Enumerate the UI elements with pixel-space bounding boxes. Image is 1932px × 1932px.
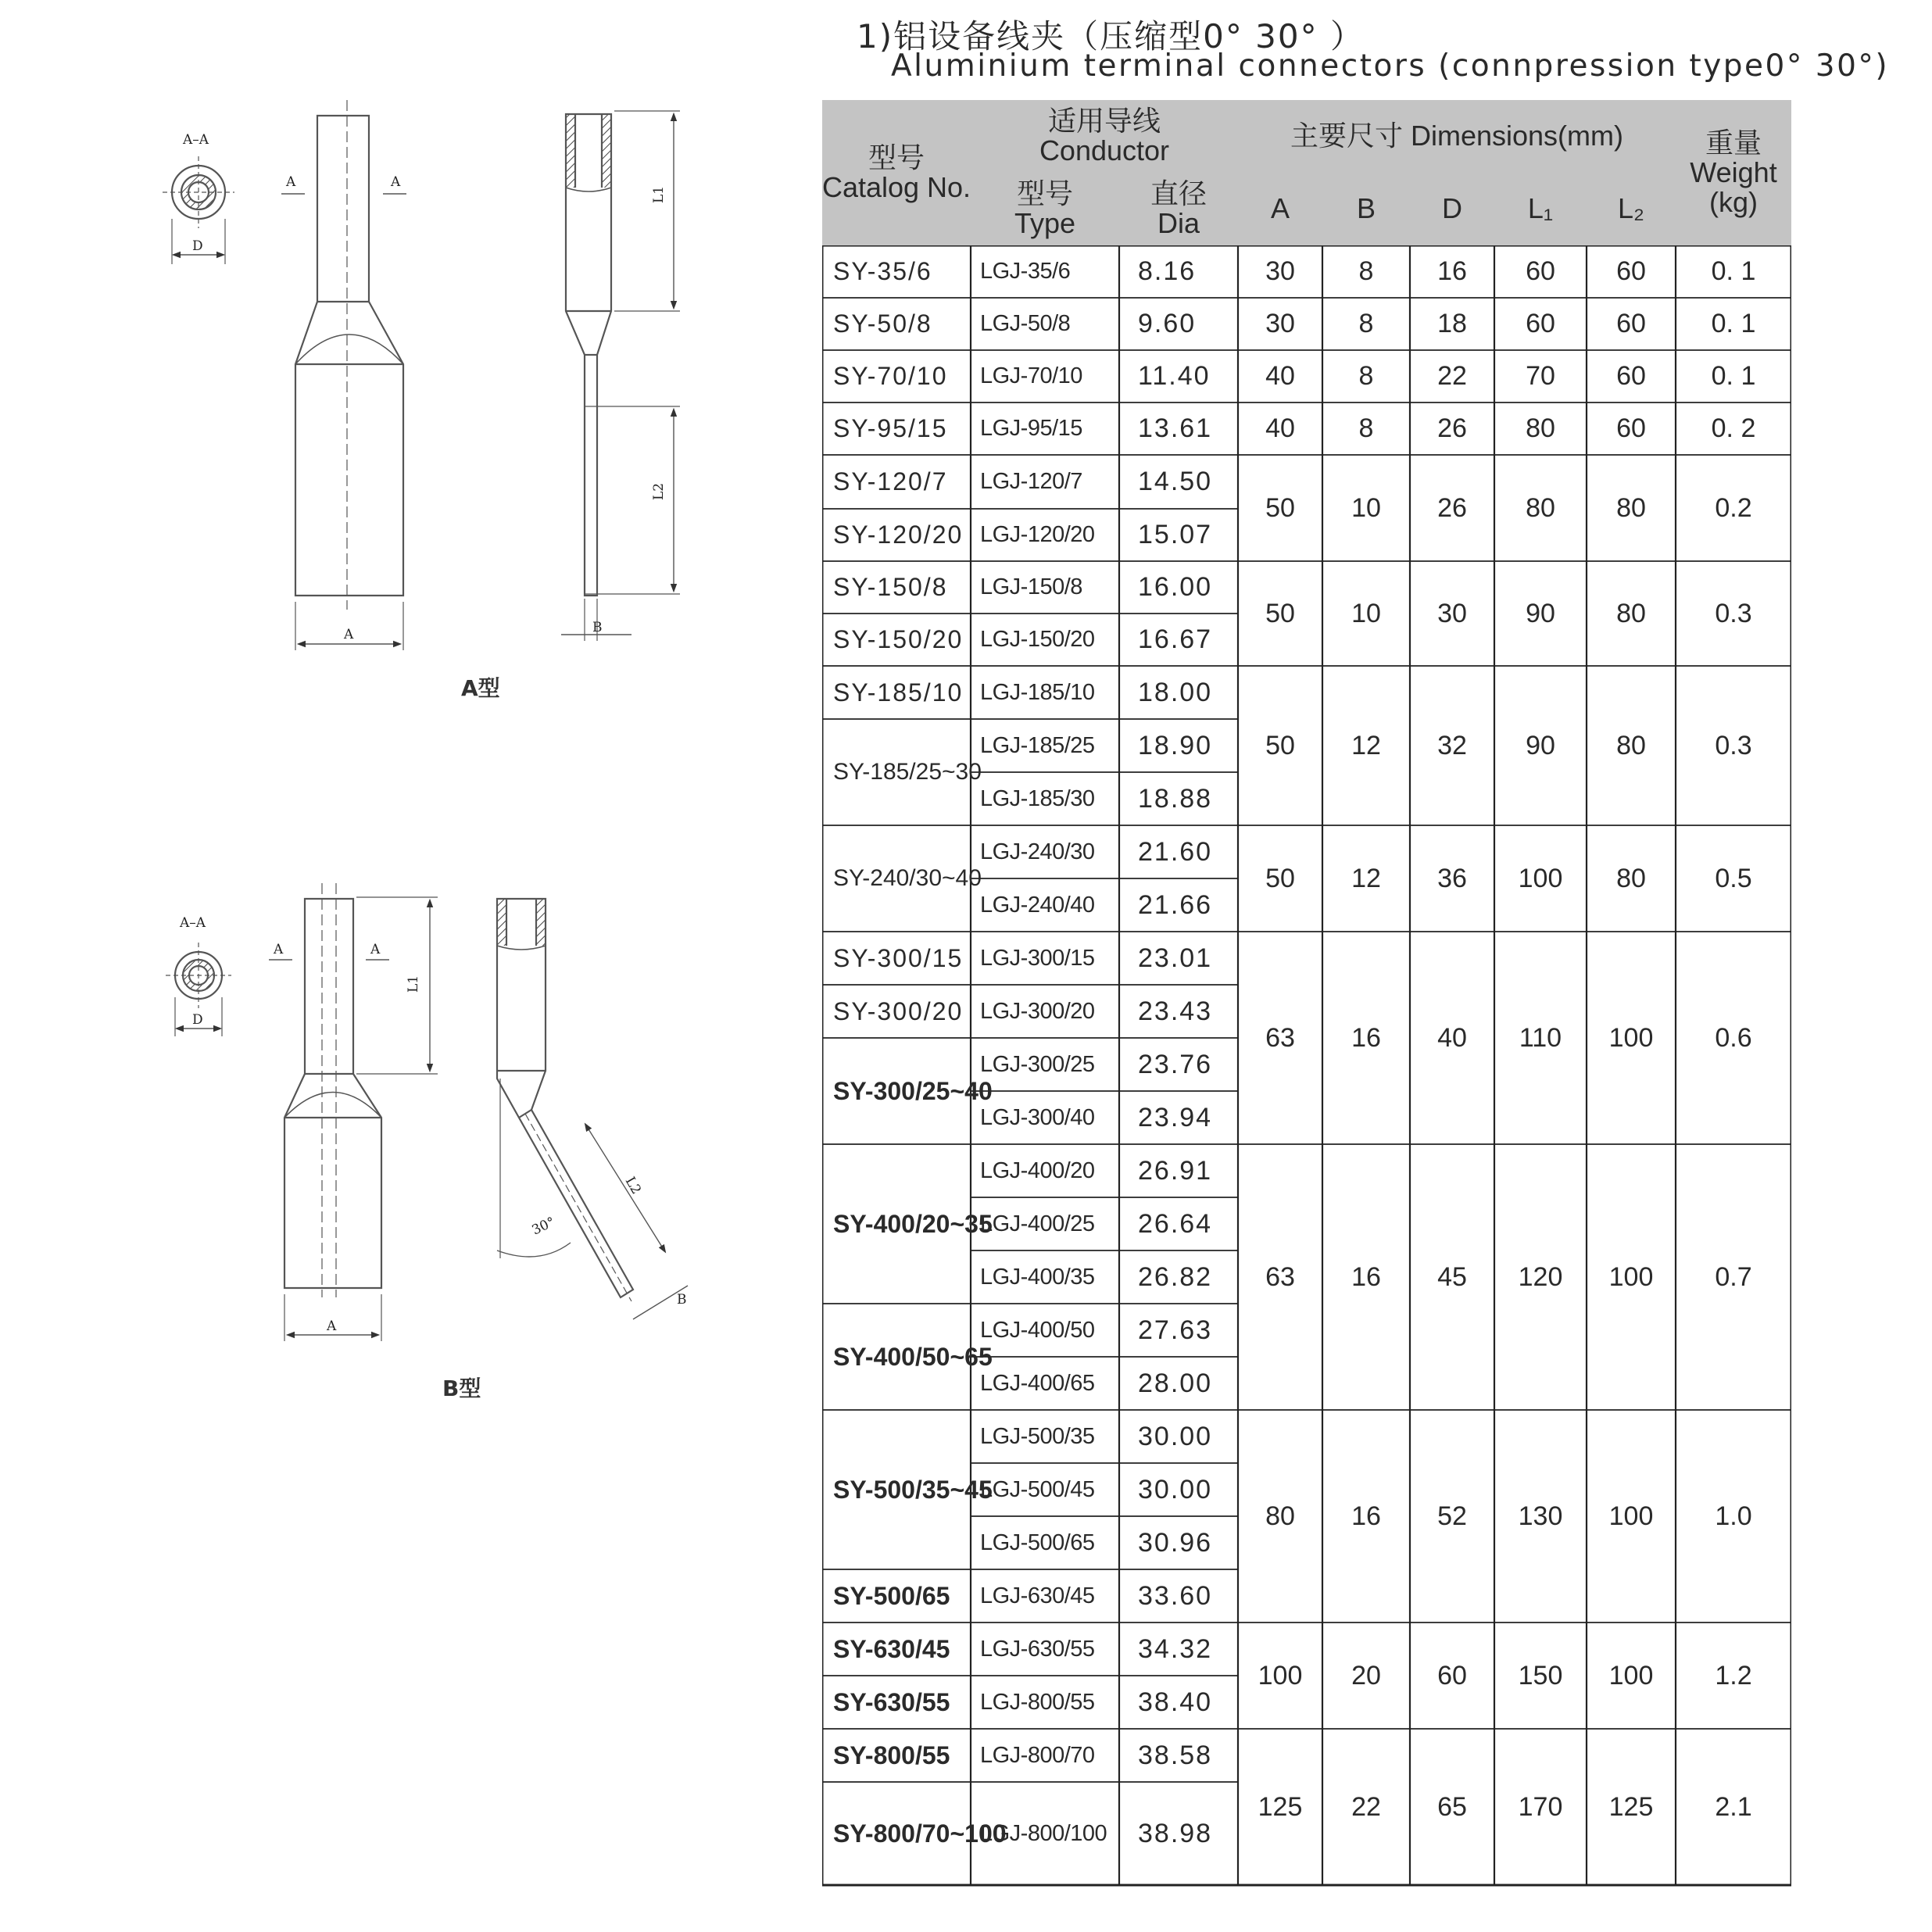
dimension-b: 22 — [1351, 1791, 1381, 1822]
label-b-cut-right: A — [370, 942, 381, 957]
conductor-type: LGJ-500/45 — [980, 1476, 1095, 1502]
conductor-type: LGJ-95/15 — [980, 416, 1082, 441]
conductor-dia: 26.91 — [1138, 1155, 1213, 1186]
conductor-dia: 18.90 — [1138, 730, 1213, 760]
header-conductor-line: Conductor — [1039, 134, 1170, 166]
conductor-type: LGJ-800/55 — [980, 1689, 1095, 1715]
label-a-d: D — [192, 238, 203, 254]
conductor-dia: 14.50 — [1138, 467, 1213, 496]
dimension-l2: 100 — [1608, 1501, 1654, 1531]
dimension-l2: 60 — [1616, 256, 1646, 286]
dimension-l1: 150 — [1518, 1660, 1563, 1690]
weight-value: 0. 1 — [1711, 361, 1756, 391]
weight-value: 0. 1 — [1711, 256, 1756, 286]
conductor-type: LGJ-800/100 — [980, 1820, 1107, 1846]
conductor-type: LGJ-630/45 — [980, 1583, 1095, 1608]
dimension-b: 8 — [1358, 361, 1374, 391]
dimension-l2: 60 — [1616, 309, 1646, 338]
conductor-type: LGJ-400/35 — [980, 1264, 1095, 1290]
dimension-l2: 100 — [1608, 1022, 1654, 1053]
header-weight-line: (kg) — [1709, 185, 1758, 218]
conductor-dia: 38.58 — [1138, 1740, 1213, 1770]
dimension-a: 40 — [1265, 413, 1295, 443]
dimension-l2: 100 — [1608, 1261, 1654, 1292]
dimension-a: 100 — [1258, 1660, 1303, 1690]
header-weight-line: Weight — [1690, 156, 1777, 189]
catalog-number: SY-500/35~45 — [833, 1475, 993, 1504]
conductor-dia: 23.01 — [1138, 943, 1213, 973]
dimension-l2: 80 — [1616, 863, 1646, 893]
conductor-dia: 38.98 — [1138, 1818, 1213, 1848]
catalog-number: SY-35/6 — [833, 257, 932, 285]
conductor-type: LGJ-500/65 — [980, 1530, 1095, 1555]
dimension-l1: 70 — [1526, 361, 1555, 391]
label-b-l2: L2 — [621, 1174, 645, 1197]
drawing-canvas — [148, 94, 742, 1438]
conductor-type: LGJ-150/20 — [980, 627, 1095, 652]
conductor-dia: 38.40 — [1138, 1687, 1213, 1717]
dimension-l2: 80 — [1616, 492, 1646, 523]
catalog-number: SY-150/8 — [833, 573, 948, 601]
type-a-front-view — [281, 100, 406, 650]
catalog-number: SY-300/20 — [833, 996, 964, 1025]
label-a-cut-right: A — [391, 174, 401, 190]
conductor-dia: 30.00 — [1138, 1474, 1213, 1504]
conductor-dia: 30.96 — [1138, 1527, 1213, 1558]
conductor-dia: 34.32 — [1138, 1633, 1213, 1664]
dimension-l1: 170 — [1518, 1791, 1563, 1822]
dimension-b: 8 — [1358, 256, 1374, 286]
weight-value: 0.3 — [1715, 730, 1752, 760]
catalog-number: SY-300/25~40 — [833, 1076, 993, 1105]
conductor-dia: 16.00 — [1138, 572, 1213, 602]
weight-value: 0.5 — [1715, 863, 1752, 893]
weight-value: 0.7 — [1715, 1261, 1752, 1292]
dimension-d: 65 — [1437, 1791, 1467, 1822]
dimension-l1: 90 — [1526, 598, 1555, 628]
dimension-b: 20 — [1351, 1660, 1381, 1690]
conductor-dia: 26.64 — [1138, 1208, 1213, 1239]
conductor-type: LGJ-800/70 — [980, 1742, 1095, 1768]
conductor-dia: 16.67 — [1138, 624, 1213, 654]
header-dim-0: A — [1238, 172, 1322, 245]
conductor-type: LGJ-185/25 — [980, 732, 1095, 758]
catalog-number: SY-150/20 — [833, 625, 964, 653]
spec-table — [822, 100, 1791, 1902]
catalog-number: SY-240/30~40 — [833, 865, 982, 891]
conductor-dia: 33.60 — [1138, 1580, 1213, 1611]
dimension-d: 18 — [1437, 309, 1467, 338]
dimension-d: 36 — [1437, 863, 1467, 893]
dimension-d: 52 — [1437, 1501, 1467, 1531]
header-dia-line: Dia — [1157, 207, 1200, 239]
type-b-side-view — [497, 899, 688, 1319]
conductor-type: LGJ-240/30 — [980, 839, 1095, 864]
conductor-dia: 18.00 — [1138, 677, 1213, 707]
label-a-thickness: B — [592, 620, 603, 635]
dimension-a: 50 — [1265, 598, 1295, 628]
dimension-a: 50 — [1265, 492, 1295, 523]
conductor-type: LGJ-500/35 — [980, 1423, 1095, 1449]
conductor-type: LGJ-300/20 — [980, 998, 1095, 1024]
dimension-l1: 100 — [1518, 863, 1563, 893]
conductor-dia: 23.43 — [1138, 996, 1213, 1026]
label-a-l1: L1 — [651, 185, 667, 203]
weight-value: 0.3 — [1715, 598, 1752, 628]
dimension-b: 12 — [1351, 863, 1381, 893]
dimension-l1: 80 — [1526, 492, 1555, 523]
dimension-a: 50 — [1265, 863, 1295, 893]
conductor-dia: 13.61 — [1138, 413, 1213, 443]
weight-value: 0.6 — [1715, 1022, 1752, 1053]
catalog-number: SY-630/45 — [833, 1634, 950, 1663]
catalog-number: SY-185/10 — [833, 678, 964, 707]
label-a-width: A — [344, 627, 354, 642]
catalog-number: SY-70/10 — [833, 362, 948, 390]
catalog-number: SY-50/8 — [833, 309, 932, 338]
weight-value: 2.1 — [1715, 1791, 1752, 1822]
dimension-l1: 60 — [1526, 309, 1555, 338]
dimension-l2: 125 — [1608, 1791, 1654, 1822]
label-b-width: A — [327, 1318, 337, 1334]
weight-value: 0.2 — [1715, 492, 1752, 523]
label-a-section: A–A — [183, 132, 209, 148]
catalog-number: SY-300/15 — [833, 943, 964, 972]
label-b-d: D — [192, 1012, 203, 1028]
conductor-type: LGJ-70/10 — [980, 363, 1082, 388]
conductor-type: LGJ-400/65 — [980, 1370, 1095, 1396]
dimension-b: 8 — [1358, 413, 1374, 443]
conductor-type: LGJ-300/40 — [980, 1104, 1095, 1130]
header-weight-line: 重量 — [1705, 127, 1762, 159]
dimension-a: 40 — [1265, 361, 1295, 391]
dimension-d: 26 — [1437, 413, 1467, 443]
dimension-a: 63 — [1265, 1022, 1295, 1053]
dimension-d: 60 — [1437, 1660, 1467, 1690]
header-dia-line: 直径 — [1150, 177, 1207, 210]
catalog-number: SY-400/20~35 — [833, 1209, 993, 1238]
dimension-a: 30 — [1265, 309, 1295, 338]
dimension-l1: 110 — [1519, 1022, 1562, 1053]
conductor-type: LGJ-35/6 — [980, 259, 1071, 284]
header-type — [971, 172, 1119, 245]
conductor-type: LGJ-150/8 — [980, 574, 1082, 599]
label-b-l1: L1 — [406, 975, 421, 993]
header-dim-3: L₁ — [1494, 172, 1587, 245]
catalog-number: SY-800/70~100 — [833, 1819, 1007, 1848]
catalog-number: SY-500/65 — [833, 1581, 950, 1610]
header-dimensions: 主要尺寸 Dimensions(mm) — [1238, 100, 1676, 172]
header-dim-2: D — [1410, 172, 1494, 245]
dimension-l1: 130 — [1518, 1501, 1563, 1531]
label-b-cut-left: A — [274, 942, 284, 957]
conductor-dia: 28.00 — [1138, 1368, 1213, 1398]
label-b-thickness: B — [677, 1292, 687, 1308]
catalog-number: SY-400/50~65 — [833, 1342, 993, 1371]
title-chinese: 1)铝设备线夹（压缩型0° 30° ） — [857, 17, 1365, 55]
dimension-a: 80 — [1265, 1501, 1295, 1531]
label-b-angle: 30° — [529, 1214, 558, 1239]
header-weight — [1676, 100, 1791, 245]
weight-value: 0. 1 — [1711, 309, 1756, 338]
dimension-b: 16 — [1351, 1261, 1381, 1292]
catalog-number: SY-185/25~30 — [833, 759, 982, 785]
conductor-dia: 23.94 — [1138, 1102, 1213, 1132]
header-dim-4: L₂ — [1587, 172, 1676, 245]
dimension-l1: 120 — [1518, 1261, 1563, 1292]
conductor-dia: 11.40 — [1138, 361, 1211, 391]
conductor-type: LGJ-400/25 — [980, 1211, 1095, 1236]
conductor-dia: 8.16 — [1138, 256, 1197, 286]
conductor-type: LGJ-120/7 — [980, 469, 1082, 494]
type-b-caption: B型 — [442, 1376, 481, 1401]
dimension-a: 50 — [1265, 730, 1295, 760]
header-type-line: 型号 — [1016, 177, 1073, 210]
catalog-number: SY-630/55 — [833, 1687, 950, 1716]
header-conductor — [971, 100, 1238, 172]
weight-value: 1.2 — [1715, 1660, 1752, 1690]
conductor-dia: 30.00 — [1138, 1421, 1213, 1451]
conductor-type: LGJ-300/15 — [980, 945, 1095, 971]
catalog-number: SY-95/15 — [833, 414, 948, 442]
technical-drawing — [148, 94, 742, 1438]
conductor-type: LGJ-400/50 — [980, 1317, 1095, 1343]
conductor-type: LGJ-630/55 — [980, 1636, 1095, 1662]
header-catalog-line: 型号 — [868, 141, 925, 174]
catalog-number: SY-120/20 — [833, 521, 964, 549]
dimension-b: 16 — [1351, 1501, 1381, 1531]
type-a-caption: A型 — [461, 675, 500, 701]
conductor-type: LGJ-300/25 — [980, 1051, 1095, 1077]
dimension-d: 22 — [1437, 361, 1467, 391]
catalog-number: SY-120/7 — [833, 467, 948, 496]
label-a-l2: L2 — [651, 482, 667, 500]
conductor-dia: 18.88 — [1138, 783, 1213, 814]
dimension-d: 30 — [1437, 598, 1467, 628]
header-dia — [1119, 172, 1238, 245]
label-b-section: A–A — [180, 915, 206, 931]
dimension-l2: 100 — [1608, 1660, 1654, 1690]
dimension-l1: 80 — [1526, 413, 1555, 443]
header-catalog-line: Catalog No. — [821, 171, 971, 203]
dimension-b: 10 — [1351, 598, 1381, 628]
dimension-b: 10 — [1351, 492, 1381, 523]
conductor-dia: 21.60 — [1138, 836, 1213, 867]
conductor-type: LGJ-50/8 — [980, 311, 1071, 336]
dimension-b: 8 — [1358, 309, 1374, 338]
type-b-front-view — [269, 883, 438, 1341]
weight-value: 1.0 — [1715, 1501, 1752, 1531]
conductor-dia: 9.60 — [1138, 309, 1197, 338]
weight-value: 0. 2 — [1711, 413, 1756, 443]
dimension-d: 32 — [1437, 730, 1467, 760]
conductor-dia: 26.82 — [1138, 1261, 1213, 1292]
dimension-d: 45 — [1437, 1261, 1467, 1292]
dimension-d: 16 — [1437, 256, 1467, 286]
dimension-l1: 60 — [1526, 256, 1555, 286]
dimension-a: 30 — [1265, 256, 1295, 286]
header-conductor-line: 适用导线 — [1047, 105, 1161, 138]
dimension-b: 16 — [1351, 1022, 1381, 1053]
conductor-type: LGJ-185/30 — [980, 785, 1095, 811]
conductor-type: LGJ-400/20 — [980, 1157, 1095, 1183]
dimension-d: 26 — [1437, 492, 1467, 523]
conductor-dia: 15.07 — [1138, 520, 1213, 549]
header-dim-1: B — [1322, 172, 1410, 245]
catalog-number: SY-800/55 — [833, 1741, 950, 1769]
conductor-type: LGJ-120/20 — [980, 522, 1095, 547]
title-english: Aluminium terminal connectors (connpression type0° 30°) — [891, 48, 1890, 84]
conductor-type: LGJ-240/40 — [980, 892, 1095, 918]
dimension-l2: 60 — [1616, 361, 1646, 391]
dimension-l2: 80 — [1616, 730, 1646, 760]
label-a-cut-left: A — [286, 174, 296, 190]
conductor-type: LGJ-185/10 — [980, 679, 1095, 705]
conductor-dia: 23.76 — [1138, 1049, 1213, 1079]
conductor-dia: 27.63 — [1138, 1315, 1213, 1345]
header-type-line: Type — [1014, 207, 1076, 239]
dimension-a: 63 — [1265, 1261, 1295, 1292]
header-catalog — [822, 100, 971, 245]
dimension-l1: 90 — [1526, 730, 1555, 760]
dimension-l2: 60 — [1616, 413, 1646, 443]
dimension-l2: 80 — [1616, 598, 1646, 628]
dimension-d: 40 — [1437, 1022, 1467, 1053]
dimension-b: 12 — [1351, 730, 1381, 760]
conductor-dia: 21.66 — [1138, 889, 1213, 920]
dimension-a: 125 — [1258, 1791, 1303, 1822]
